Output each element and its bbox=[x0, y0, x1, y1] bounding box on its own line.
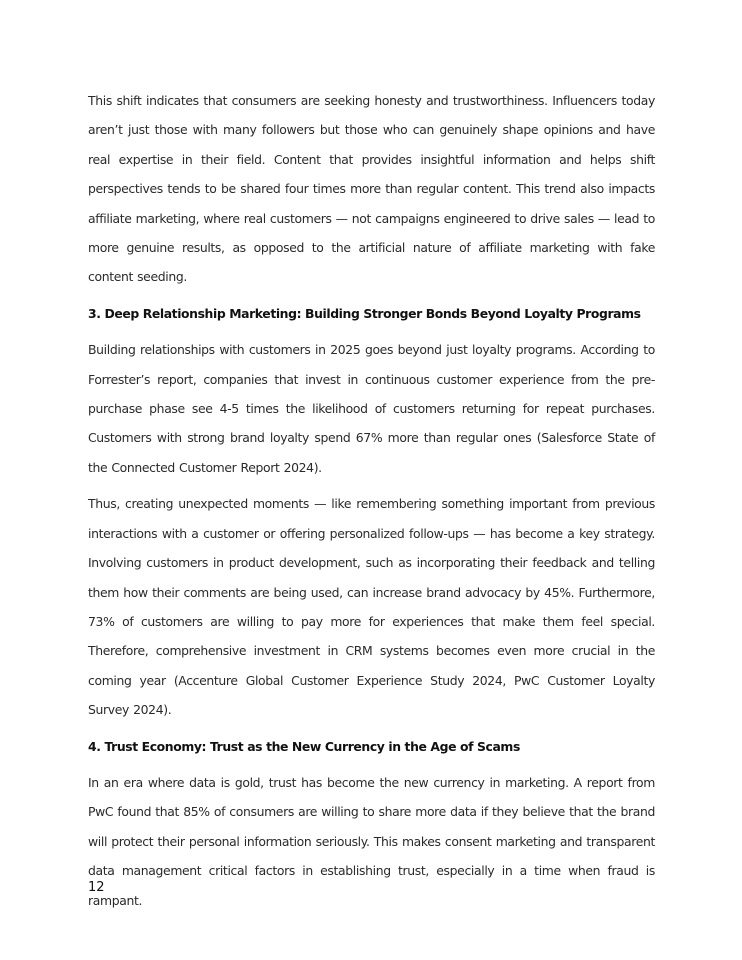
document-page bbox=[88, 86, 655, 915]
section-heading-3: 3. Deep Relationship Marketing: Building Stronger Bonds Beyond Loyalty Programs bbox=[88, 305, 641, 321]
paragraph-influencers: This shift indicates that consumers are seeking honesty and trustworthiness. Influencers today aren’t just those with many followers but those who can genuinely shape opinions and have real expertise in their field. Content that provides insightful information and helps shift perspectives tends to be shared four times more than regular content. This trend also impacts affiliate marketing, where real customers — not campaigns engineered to drive sales — lead to more genuine results, as opposed to the artificial nature of affiliate marketing with fake content seeding. bbox=[88, 93, 655, 285]
section-heading-4: 4. Trust Economy: Trust as the New Currency in the Age of Scams bbox=[88, 738, 520, 754]
paragraph-unexpected-moments: Thus, creating unexpected moments — like remembering something important from previous interactions with a customer or offering personalized follow-ups — has become a key strategy. Involving customers in product development, such as incorporating their feedback and telling them how their comments are being used, can increase brand advocacy by 45%. Furthermore, 73% of customers are willing to pay more for experiences that make them feel special. Therefore, comprehensive investment in CRM systems becomes even more crucial in the coming year (Accenture Global Customer Experience Study 2024, PwC Customer Loyalty Survey 2024). bbox=[88, 496, 655, 718]
page-number: 12 bbox=[88, 880, 105, 895]
paragraph-trust-economy: In an era where data is gold, trust has become the new currency in marketing. A report from PwC found that 85% of consumers are willing to share more data if they believe that the brand will protect their personal information seriously. This makes consent marketing and transparent data management critical factors in establishing trust, especially in a time when fraud is rampant. bbox=[88, 774, 655, 908]
paragraph-relationships: Building relationships with customers in 2025 goes beyond just loyalty programs. According to Forrester’s report, companies that invest in continuous customer experience from the pre-purchase phase see 4-5 times the likelihood of customers returning for repeat purchases. Customers with strong brand loyalty spend 67% more than regular ones (Salesforce State of the Connected Customer Report 2024). bbox=[88, 342, 655, 475]
